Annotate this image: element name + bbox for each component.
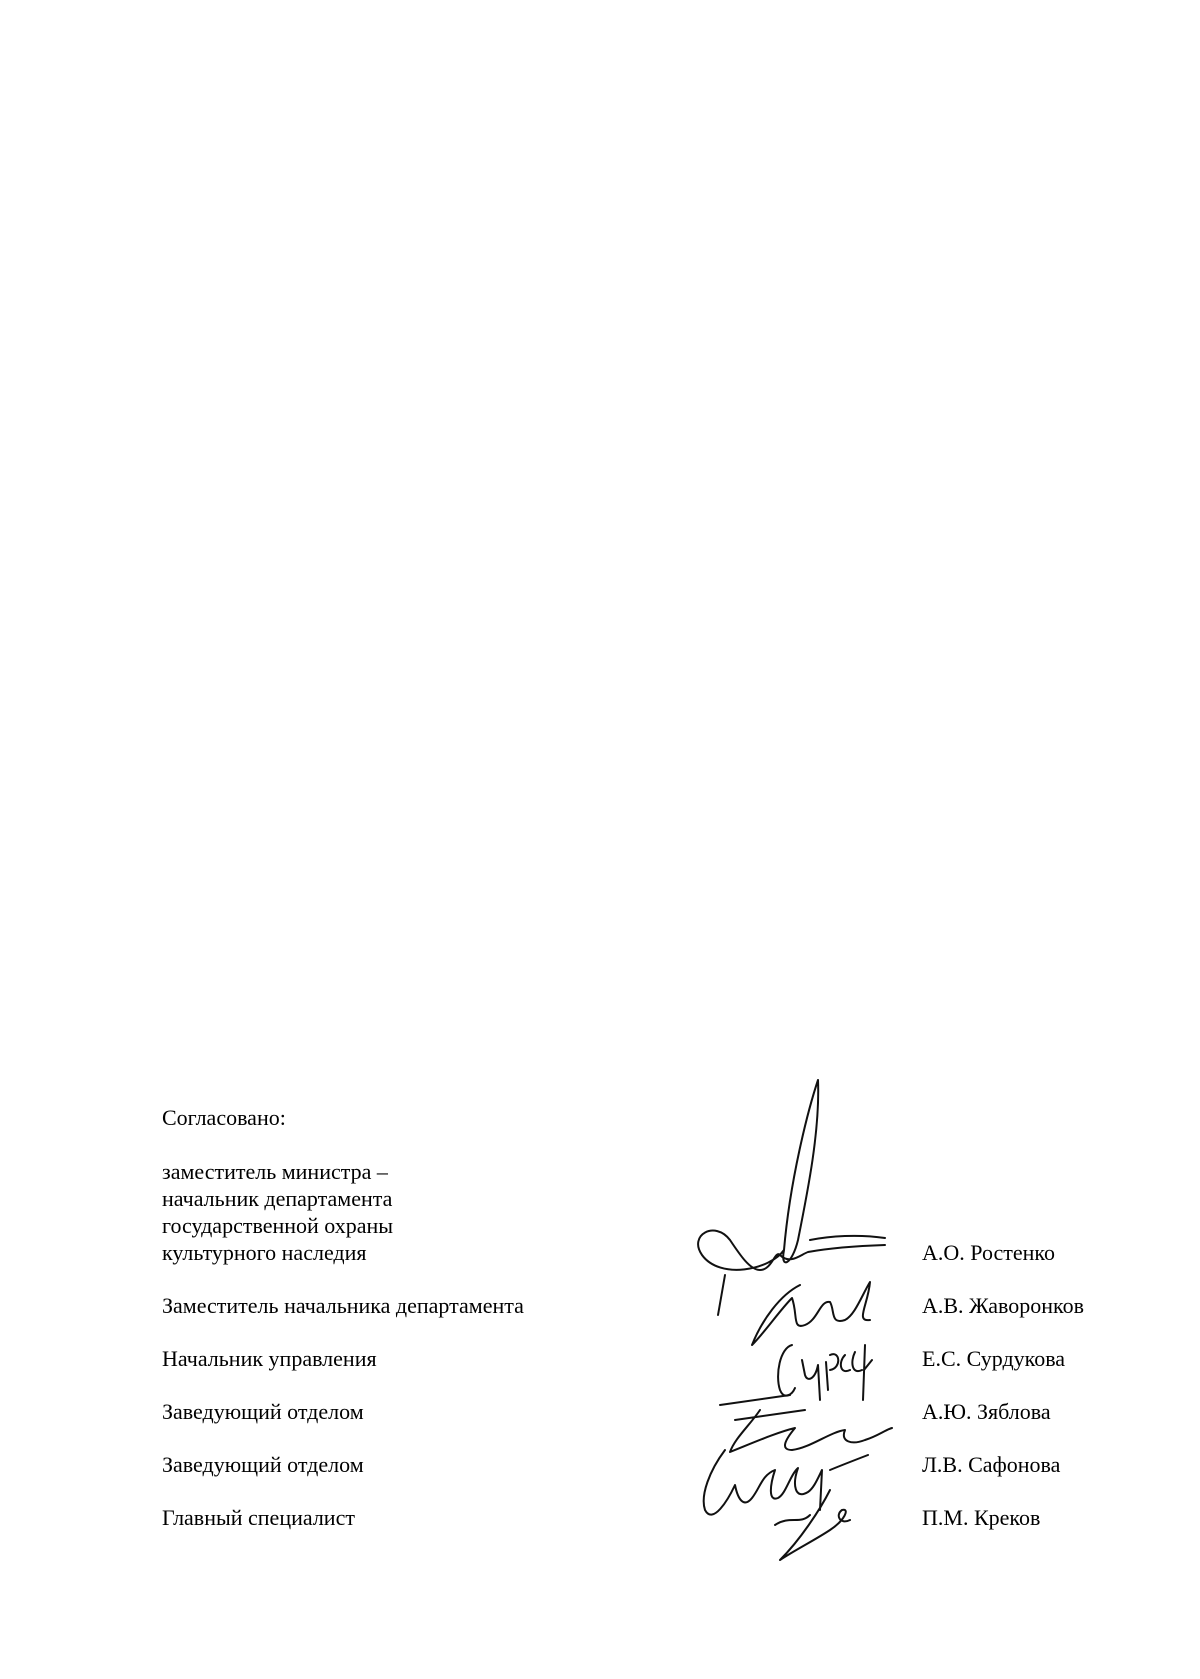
signature-stroke — [718, 1275, 725, 1315]
signature-rostenko — [698, 1080, 885, 1270]
signature-zyablova — [720, 1395, 892, 1452]
signatory-position-5: Главный специалист — [162, 1505, 355, 1530]
signature-krekov — [775, 1490, 850, 1560]
signatory-name-1: А.В. Жаворонков — [922, 1293, 1084, 1318]
signatory-name-3: А.Ю. Зяблова — [922, 1399, 1051, 1424]
signature-zhavoronkov — [752, 1282, 870, 1345]
signature-surdukova — [778, 1345, 872, 1400]
first-signatory-title-line-3: государственной охраны — [162, 1213, 394, 1238]
first-signatory-title-line-2: начальник департамента — [162, 1186, 393, 1211]
first-signatory-name: А.О. Ростенко — [922, 1240, 1055, 1265]
handwritten-signatures — [680, 1070, 940, 1570]
first-signatory-title-line-4: культурного наследия — [162, 1240, 367, 1265]
approval-heading: Согласовано: — [162, 1105, 286, 1130]
signatory-position-3: Заведующий отделом — [162, 1399, 364, 1424]
signatory-position-1: Заместитель начальника департамента — [162, 1293, 524, 1318]
signature-safonova — [704, 1450, 868, 1515]
signatory-name-4: Л.В. Сафонова — [922, 1452, 1061, 1477]
signatory-position-2: Начальник управления — [162, 1346, 377, 1371]
signatory-name-2: Е.С. Сурдукова — [922, 1346, 1066, 1371]
signatory-position-4: Заведующий отделом — [162, 1452, 364, 1477]
signatory-name-5: П.М. Креков — [922, 1505, 1041, 1530]
first-signatory-title-line-1: заместитель министра – — [162, 1159, 388, 1184]
